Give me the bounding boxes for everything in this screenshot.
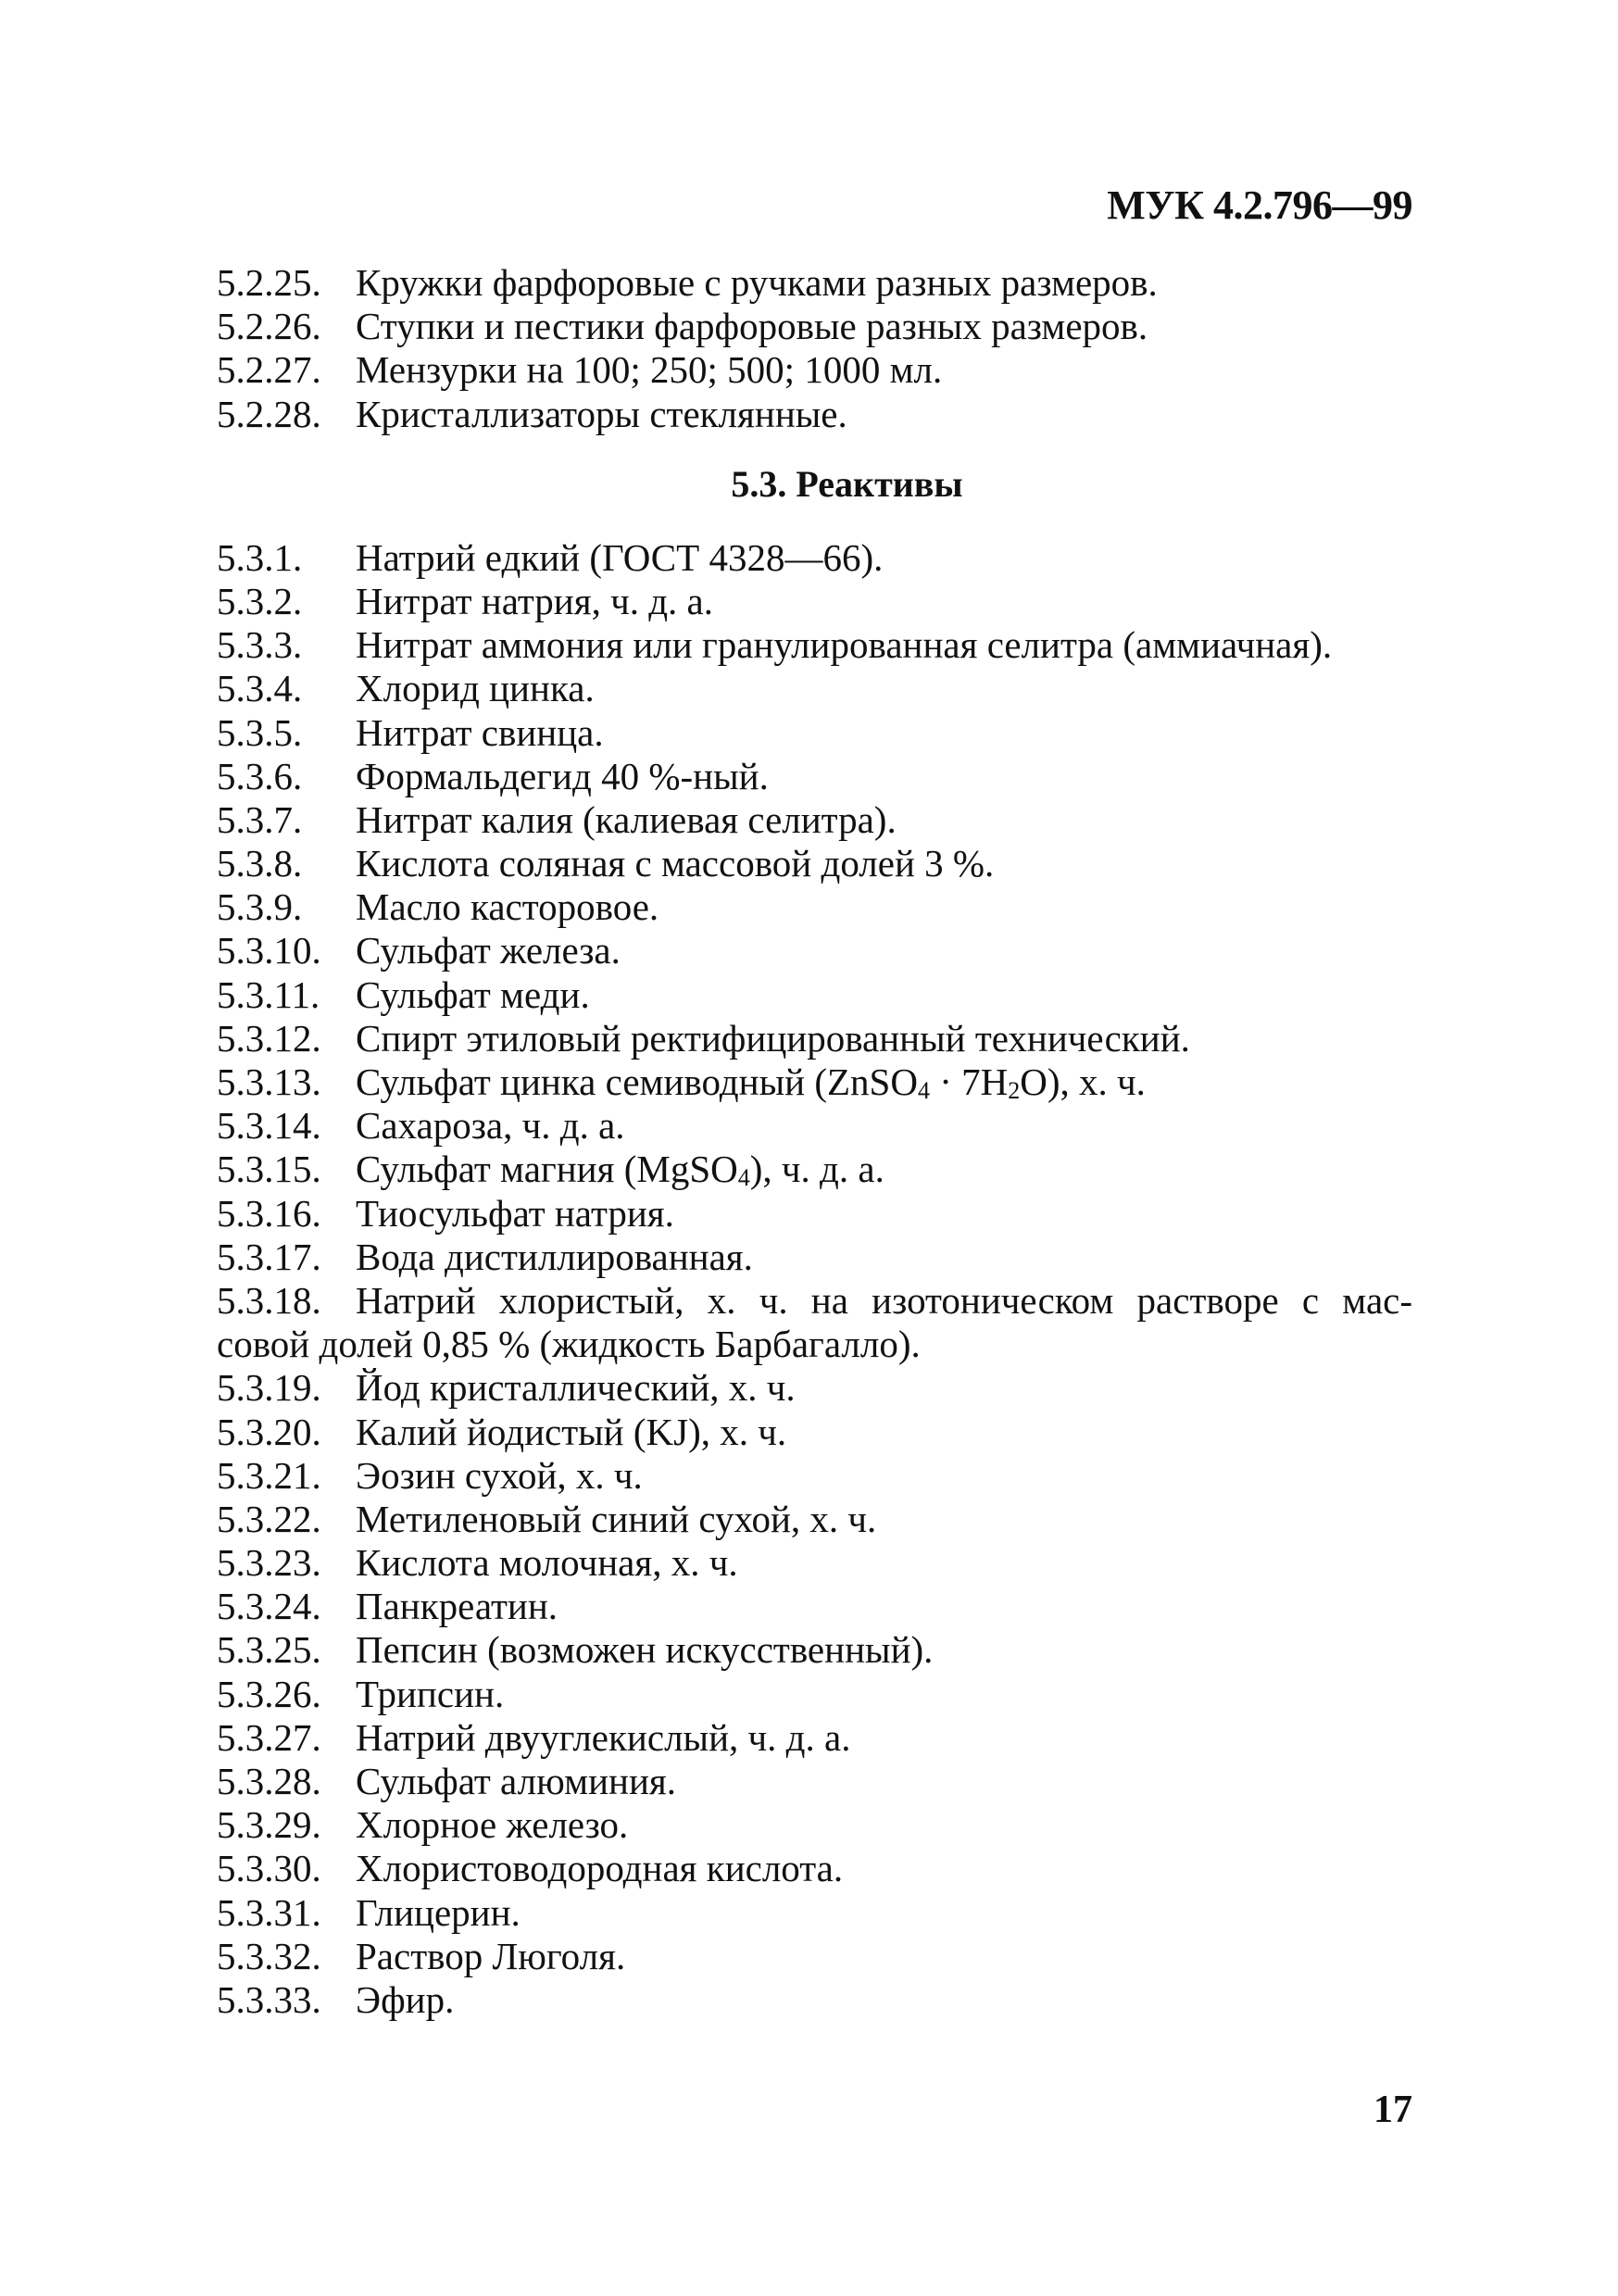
item-text: Трипсин. xyxy=(356,1672,505,1715)
list-item xyxy=(217,393,1412,436)
list-item xyxy=(217,1673,1412,1716)
item-number: 5.3.16. xyxy=(217,1191,321,1235)
item-number: 5.3.2. xyxy=(217,579,303,622)
item-number: 5.3.3. xyxy=(217,623,303,667)
item-text: Сахароза, ч. д. а. xyxy=(356,1104,625,1148)
list-item xyxy=(217,1935,1412,1978)
item-number: 5.3.21. xyxy=(217,1453,321,1497)
item-number: 5.3.6. xyxy=(217,754,303,797)
item-number: 5.3.19. xyxy=(217,1366,321,1410)
item-number: 5.3.11. xyxy=(217,972,320,1016)
item-text: Сульфат меди. xyxy=(356,972,590,1016)
list-item xyxy=(217,536,1412,580)
item-text: Хлорид цинка. xyxy=(356,667,595,710)
item-number: 5.2.25. xyxy=(217,261,321,304)
document-code: МУК 4.2.796—99 xyxy=(1107,182,1412,228)
item-text: Нитрат аммония или гранулированная селитра (аммиачная). xyxy=(356,623,1333,667)
item-text: Натрий едкий (ГОСТ 4328—66). xyxy=(356,535,884,579)
list-item xyxy=(217,1803,1412,1847)
list-item xyxy=(217,798,1412,842)
list-item xyxy=(217,1760,1412,1803)
item-number: 5.3.25. xyxy=(217,1628,321,1672)
item-number: 5.3.7. xyxy=(217,797,303,841)
item-number: 5.3.27. xyxy=(217,1715,321,1759)
item-number: 5.3.1. xyxy=(217,535,303,579)
list-item xyxy=(217,1104,1412,1148)
item-text: Ступки и пестики фарфоровые разных размеров. xyxy=(356,305,1148,348)
item-number: 5.3.30. xyxy=(217,1847,321,1890)
list-item xyxy=(217,623,1412,667)
list-item xyxy=(217,1585,1412,1628)
item-text: Глицерин. xyxy=(356,1890,521,1934)
list-item xyxy=(217,1148,1412,1191)
item-text: Метиленовый синий сухой, х. ч. xyxy=(356,1497,877,1540)
list-item xyxy=(217,1891,1412,1935)
item-text: Пепсин (возможен искусственный). xyxy=(356,1628,934,1672)
item-text: Хлорное железо. xyxy=(356,1803,629,1847)
page-number: 17 xyxy=(1373,2089,1412,2131)
list-item xyxy=(217,1192,1412,1236)
item-number: 5.3.22. xyxy=(217,1497,321,1540)
item-text: Эозин сухой, х. ч. xyxy=(356,1453,643,1497)
item-text: Кислота соляная с массовой долей 3 %. xyxy=(356,842,995,885)
item-text: Раствор Люголя. xyxy=(356,1934,626,1977)
item-text: Хлористоводородная кислота. xyxy=(356,1847,844,1890)
list-item xyxy=(217,580,1412,623)
item-text xyxy=(356,1148,1412,1191)
item-text: Нитрат свинца. xyxy=(356,710,604,754)
list-item xyxy=(217,1847,1412,1890)
item-number: 5.3.32. xyxy=(217,1934,321,1977)
list-item xyxy=(217,1411,1412,1454)
item-number: 5.3.13. xyxy=(217,1060,321,1103)
item-text: Тиосульфат натрия. xyxy=(356,1191,674,1235)
list-item xyxy=(217,305,1412,348)
item-text: Вода дистиллированная. xyxy=(356,1235,753,1278)
item-number: 5.3.20. xyxy=(217,1410,321,1453)
list-item xyxy=(217,1060,1412,1104)
reagents-list xyxy=(217,536,1412,2022)
item-number: 5.3.9. xyxy=(217,885,303,929)
item-number: 5.3.12. xyxy=(217,1016,321,1060)
item-number: 5.3.24. xyxy=(217,1585,321,1628)
item-text: Натрий двууглекислый, ч. д. а. xyxy=(356,1715,851,1759)
item-text: Спирт этиловый ректифицированный технический. xyxy=(356,1016,1190,1060)
item-text: Калий йодистый (KJ), х. ч. xyxy=(356,1410,787,1453)
formula-part: Сульфат цинка семиводный (ZnSO xyxy=(356,1060,918,1103)
formula-part: O), х. ч. xyxy=(1020,1060,1146,1103)
item-number: 5.3.31. xyxy=(217,1890,321,1934)
item-number: 5.3.18. xyxy=(217,1278,321,1322)
item-number: 5.3.29. xyxy=(217,1803,321,1847)
item-text: Нитрат натрия, ч. д. а. xyxy=(356,579,713,622)
item-number: 5.3.15. xyxy=(217,1148,321,1191)
item-text: Кристаллизаторы стеклянные. xyxy=(356,392,847,435)
item-number: 5.3.33. xyxy=(217,1977,321,2021)
list-item xyxy=(217,973,1412,1017)
formula-subscript: 4 xyxy=(917,1077,930,1104)
list-item-multiline xyxy=(217,1279,1412,1366)
item-number: 5.3.26. xyxy=(217,1672,321,1715)
item-number: 5.2.26. xyxy=(217,305,321,348)
item-text: Сульфат железа. xyxy=(356,929,621,972)
item-text: Нитрат калия (калиевая селитра). xyxy=(356,797,897,841)
item-number: 5.2.28. xyxy=(217,392,321,435)
item-number: 5.3.14. xyxy=(217,1104,321,1148)
item-text: Формальдегид 40 %-ный. xyxy=(356,754,769,797)
list-item xyxy=(217,1628,1412,1672)
item-number: 5.3.28. xyxy=(217,1760,321,1802)
item-text: Масло касторовое. xyxy=(356,885,659,929)
formula-subscript: 2 xyxy=(1008,1077,1021,1104)
list-item xyxy=(217,667,1412,710)
formula-part: ), ч. д. а. xyxy=(749,1148,884,1191)
item-text: Эфир. xyxy=(356,1977,455,2021)
list-item xyxy=(217,261,1412,305)
item-number: 5.3.10. xyxy=(217,929,321,972)
item-number: 5.3.8. xyxy=(217,842,303,885)
list-item xyxy=(217,1017,1412,1060)
equipment-list-tail xyxy=(217,261,1412,436)
list-item xyxy=(217,711,1412,755)
list-item xyxy=(217,1498,1412,1541)
item-text: Панкреатин. xyxy=(356,1585,558,1628)
item-text: Йод кристаллический, х. ч. xyxy=(356,1366,796,1410)
list-item xyxy=(217,885,1412,929)
list-item-first-line xyxy=(217,1279,1412,1323)
item-number: 5.2.27. xyxy=(217,348,321,392)
list-item xyxy=(217,842,1412,885)
item-text: Кислота молочная, х. ч. xyxy=(356,1541,738,1585)
formula-part: · 7H xyxy=(929,1060,1009,1103)
list-item xyxy=(217,1366,1412,1410)
list-item xyxy=(217,1978,1412,2022)
formula-subscript: 4 xyxy=(737,1164,750,1192)
list-item xyxy=(217,348,1412,392)
item-number: 5.3.17. xyxy=(217,1235,321,1278)
list-item xyxy=(217,755,1412,798)
formula-part: Сульфат магния (MgSO xyxy=(356,1148,738,1191)
item-number: 5.3.4. xyxy=(217,667,303,710)
item-text: Кружки фарфоровые с ручками разных размеров. xyxy=(356,261,1158,304)
item-text: Мензурки на 100; 250; 500; 1000 мл. xyxy=(356,348,943,392)
list-item xyxy=(217,1716,1412,1760)
item-text-continuation: совой долей 0,85 % (жидкость Барбагалло). xyxy=(217,1323,921,1366)
item-number: 5.3.5. xyxy=(217,710,303,754)
list-item xyxy=(217,929,1412,972)
item-text: Натрий хлористый, х. ч. на изотоническом растворе с мас- xyxy=(356,1278,1412,1322)
section-title-reagents: 5.3. Реактивы xyxy=(731,462,963,505)
list-item xyxy=(217,1236,1412,1279)
list-item xyxy=(217,1454,1412,1498)
item-number: 5.3.23. xyxy=(217,1541,321,1585)
page-content xyxy=(217,261,1412,2022)
item-text xyxy=(356,1060,1412,1104)
list-item xyxy=(217,1541,1412,1585)
item-text: Сульфат алюминия. xyxy=(356,1760,677,1802)
